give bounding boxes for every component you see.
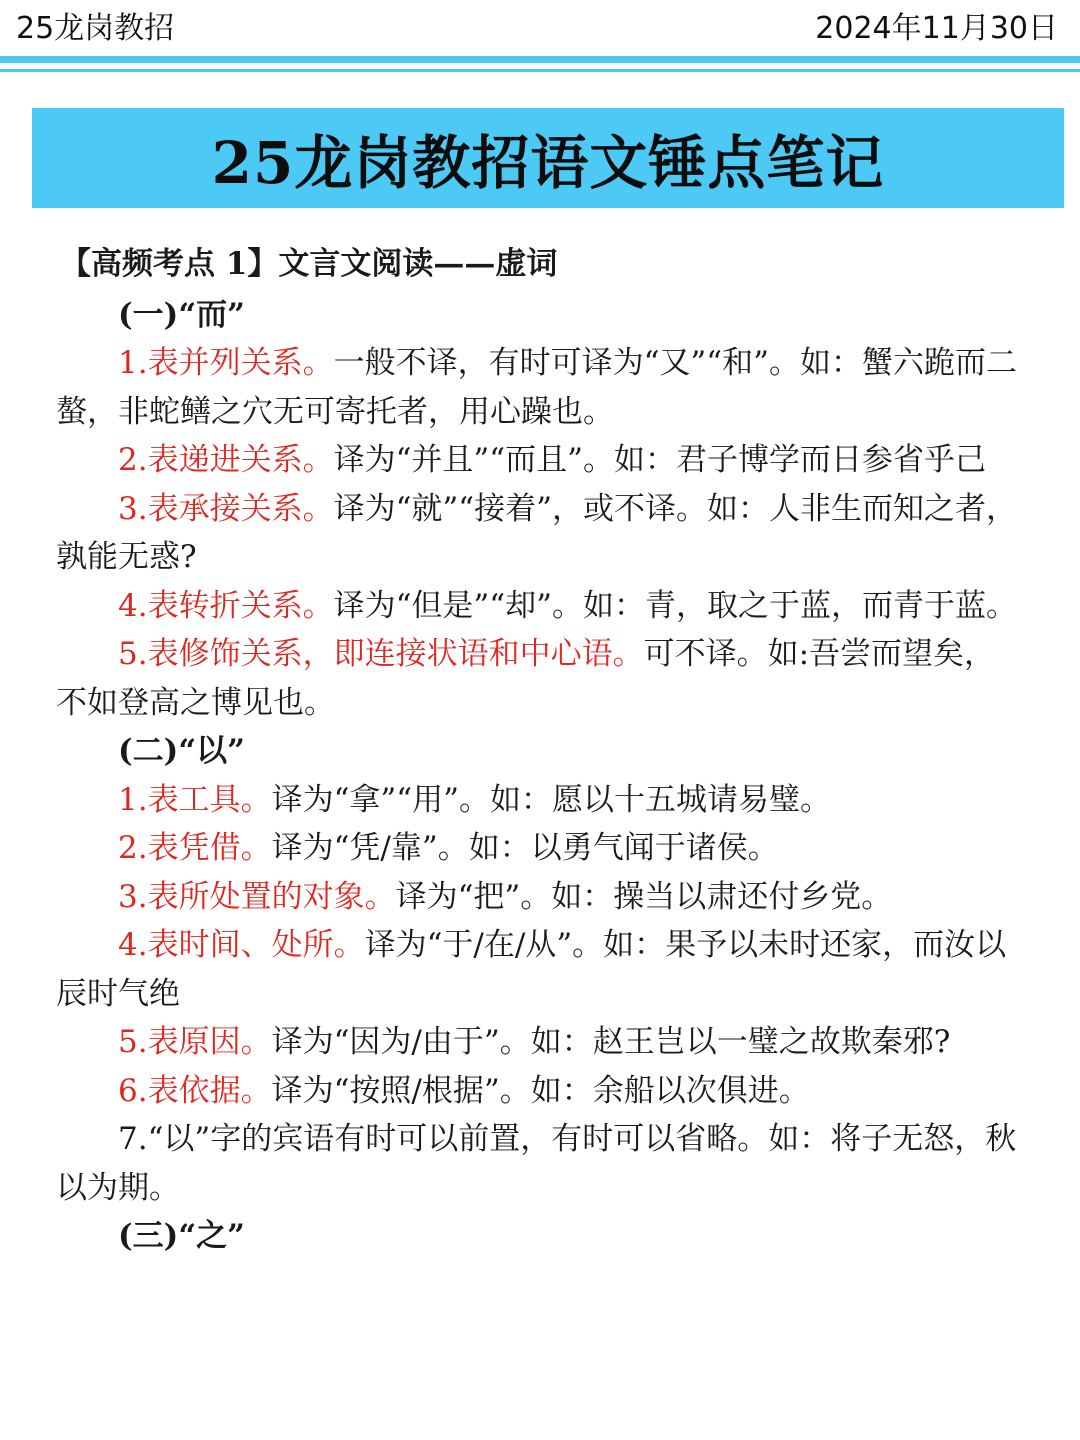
title-banner xyxy=(32,108,1064,208)
header-source-label: 25龙岗教招 xyxy=(16,11,175,46)
item-label: 3.表所处置的对象。 xyxy=(118,878,396,915)
item-label: 1.表并列关系。 xyxy=(118,345,334,381)
list-item xyxy=(56,436,1026,485)
list-item xyxy=(56,1018,1026,1067)
item-text: 译为“就”“接着”，或不译。如：人非生而知之者，孰能无惑? xyxy=(56,490,1017,575)
item-text: 译为“按照/根据”。如：余船以次俱进。 xyxy=(271,1072,810,1109)
item-text: 7.“以”字的宾语有时可以前置，有时可以省略。如：将子无怒，秋以为期。 xyxy=(56,1121,1017,1206)
group-title-yi: (二)“以” xyxy=(118,733,245,769)
item-text: 译为“于/在/从”。如：果予以未时还家，而汝以辰时气绝 xyxy=(56,927,1007,1012)
item-text: 译为“因为/由于”。如：赵王岂以一璧之故欺秦邪? xyxy=(271,1024,951,1060)
item-text: 译为“但是”“却”。如：青，取之于蓝，而青于蓝。 xyxy=(333,587,1017,624)
item-label: 6.表依据。 xyxy=(118,1072,272,1109)
list-item xyxy=(56,921,1026,1018)
item-text: 可不译。如:吾尝而望矣，不如登高之博见也。 xyxy=(56,636,996,721)
item-label: 5.表修饰关系，即连接状语和中心语。 xyxy=(118,636,644,672)
header-rule-thick xyxy=(0,56,1080,63)
page-title: 25龙岗教招语文锤点笔记 xyxy=(211,129,885,197)
item-label: 2.表递进关系。 xyxy=(118,442,334,478)
item-label: 4.表时间、处所。 xyxy=(118,927,365,963)
list-item xyxy=(56,485,1026,582)
list-item xyxy=(56,873,1026,922)
list-item xyxy=(56,824,1026,873)
list-item xyxy=(56,776,1026,825)
item-text: 译为“把”。如：操当以肃还付乡党。 xyxy=(395,878,893,915)
group-title-er: (一)“而” xyxy=(118,296,245,333)
list-item xyxy=(56,1115,1026,1212)
item-label: 4.表转折关系。 xyxy=(118,587,334,624)
item-label: 2.表凭借。 xyxy=(118,830,272,866)
list-item xyxy=(56,1067,1026,1116)
list-item xyxy=(56,630,1026,727)
header-date: 2024年11月30日 xyxy=(815,11,1058,46)
list-item xyxy=(56,582,1026,631)
item-text: 一般不译，有时可译为“又”“和”。如：蟹六跪而二螯，非蛇鳝之穴无可寄托者，用心躁也。 xyxy=(56,345,1017,430)
top-bar xyxy=(0,0,1080,56)
item-label: 1.表工具。 xyxy=(118,781,272,818)
item-text: 译为“拿”“用”。如：愿以十五城请易璧。 xyxy=(271,781,831,818)
item-label: 5.表原因。 xyxy=(118,1024,272,1060)
group-title-zhi: (三)“之” xyxy=(118,1218,245,1254)
item-label: 3.表承接关系。 xyxy=(118,490,334,527)
section-heading: 【高频考点 1】文言文阅读——虚词 xyxy=(60,246,558,282)
header-rule-thin xyxy=(0,69,1080,72)
list-item xyxy=(56,339,1026,436)
item-text: 译为“凭/靠”。如：以勇气闻于诸侯。 xyxy=(271,830,779,866)
notes-content xyxy=(56,240,1026,1261)
item-text: 译为“并且”“而且”。如：君子博学而日参省乎己 xyxy=(333,442,986,478)
